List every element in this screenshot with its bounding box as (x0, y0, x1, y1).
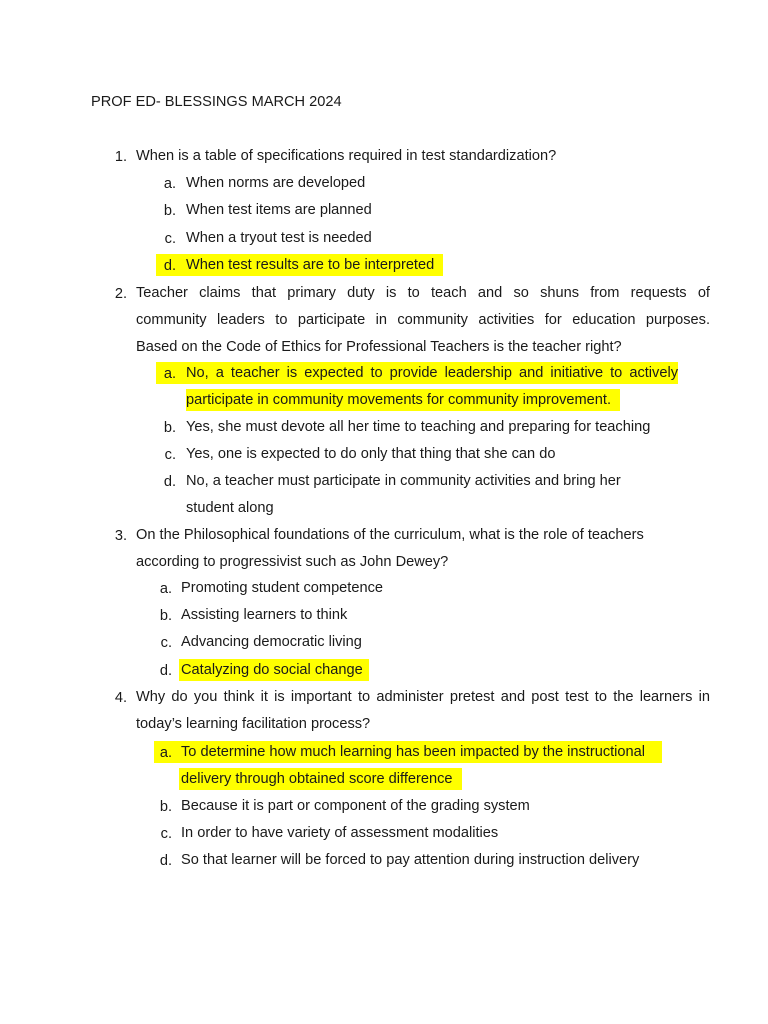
option-text: When norms are developed (186, 175, 366, 191)
option-line: student along (186, 500, 274, 516)
option-text: Promoting student competence (181, 580, 383, 596)
question-number: 2. (114, 286, 127, 302)
option-letter: d. (159, 663, 172, 679)
option-line: delivery through obtained score difference (181, 771, 453, 787)
question-number: 1. (114, 149, 127, 165)
option-text: Yes, she must devote all her time to teaching and preparing for teaching (186, 419, 651, 435)
option-text-correct (186, 360, 678, 414)
option-letter: a. (163, 176, 176, 192)
option-line: No, a teacher must participate in community activities and bring her (186, 473, 621, 489)
option-letter: b. (163, 420, 176, 436)
option-text: So that learner will be forced to pay attention during instruction delivery (181, 852, 640, 868)
option-letter: b. (159, 799, 172, 815)
option-letter: c. (160, 826, 172, 842)
option-line: To determine how much learning has been impacted by the instructional (181, 744, 646, 760)
option-letter: d. (159, 853, 172, 869)
question-text (136, 280, 710, 361)
question-number: 3. (114, 528, 127, 544)
option-text: When test items are planned (186, 202, 372, 218)
option-text-correct: Catalyzing do social change (181, 662, 363, 678)
option-letter: a. (163, 366, 176, 382)
question-text (136, 143, 710, 170)
question-line: today’s learning facilitation process? (136, 716, 371, 732)
question-line: On the Philosophical foundations of the curriculum, what is the role of teachers (136, 527, 644, 543)
question-line: Teacher claims that primary duty is to teach and so shuns from requests of (136, 285, 710, 301)
option-text: Assisting learners to think (181, 607, 348, 623)
option-letter: b. (163, 203, 176, 219)
option-text (186, 468, 621, 522)
option-text: Because it is part or component of the grading system (181, 798, 530, 814)
question-line: community leaders to participate in community activities for education purposes. (136, 312, 710, 328)
question-line: Why do you think it is important to administer pretest and post test to the learners in (136, 689, 710, 705)
option-text-correct (181, 739, 645, 793)
option-line: No, a teacher is expected to provide leadership and initiative to actively (186, 365, 678, 381)
question-text (136, 684, 710, 738)
option-letter: c. (164, 231, 176, 247)
option-letter: c. (164, 447, 176, 463)
question-number: 4. (114, 690, 127, 706)
question-text (136, 522, 710, 576)
option-text: When a tryout test is needed (186, 230, 372, 246)
option-letter: a. (159, 745, 172, 761)
option-line (186, 387, 678, 414)
option-letter: b. (159, 608, 172, 624)
option-text: Yes, one is expected to do only that thing that she can do (186, 446, 556, 462)
document-title: PROF ED- BLESSINGS MARCH 2024 (91, 94, 342, 110)
option-line-text: participate in community movements for community improvement (186, 392, 607, 408)
option-text-correct: When test results are to be interpreted (186, 257, 435, 273)
option-letter: c. (160, 635, 172, 651)
option-line-period: . (606, 392, 611, 408)
question-line: Based on the Code of Ethics for Professional Teachers is the teacher right? (136, 339, 622, 355)
question-line: according to progressivist such as John Dewey? (136, 554, 449, 570)
option-letter: d. (163, 474, 176, 490)
question-line: When is a table of specifications required in test standardization? (136, 148, 557, 164)
option-text: Advancing democratic living (181, 634, 362, 650)
option-text: In order to have variety of assessment modalities (181, 825, 499, 841)
option-letter: d. (163, 258, 176, 274)
option-letter: a. (159, 581, 172, 597)
